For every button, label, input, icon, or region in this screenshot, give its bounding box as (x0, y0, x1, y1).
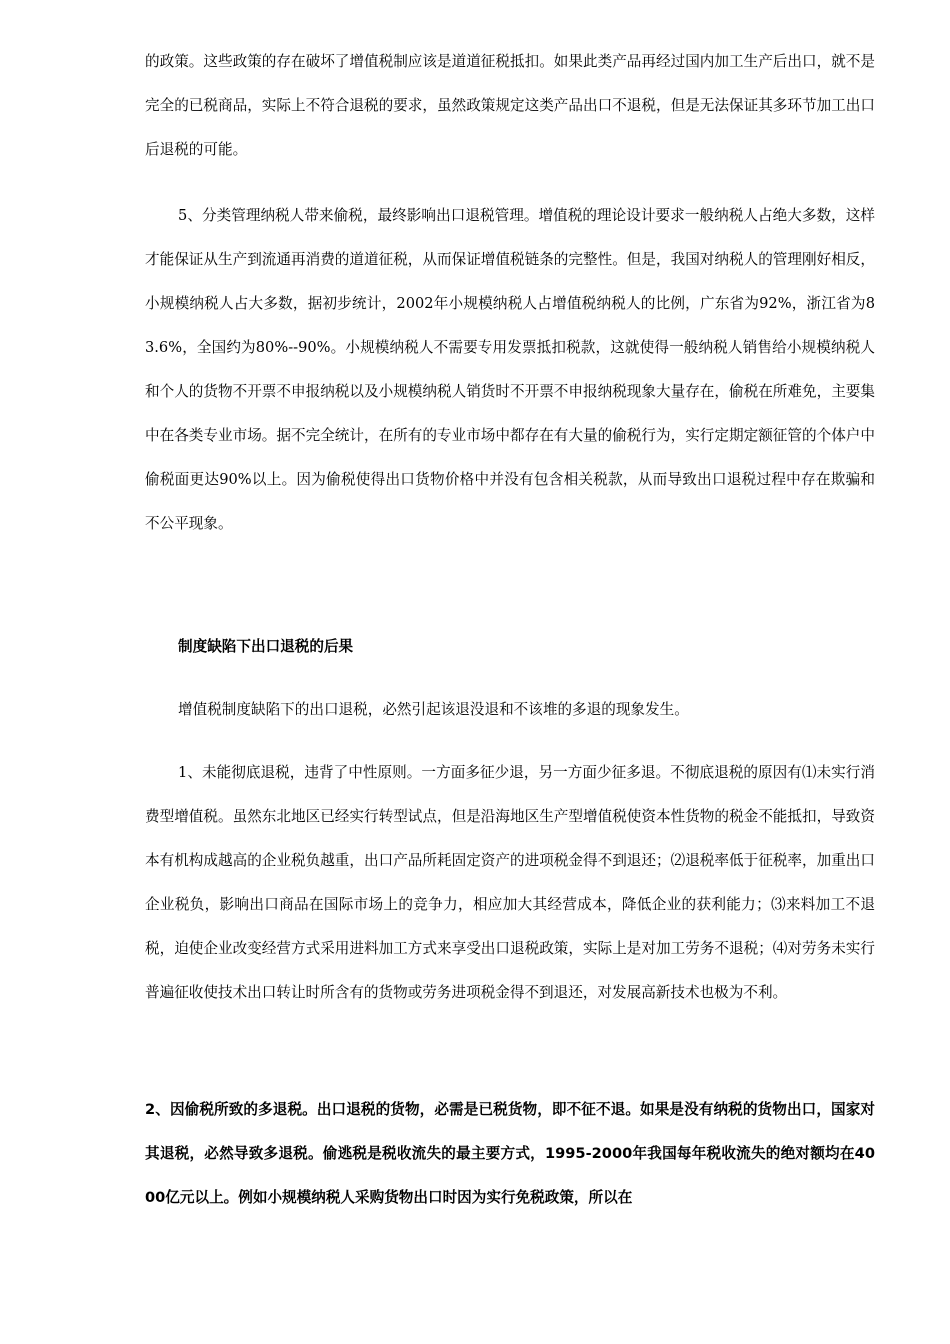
paragraph-point-1: 1、未能彻底退税，违背了中性原则。一方面多征少退，另一方面少征多退。不彻底退税的原因有⑴未实行消费型增值税。虽然东北地区已经实行转型试点，但是沿海地区生产型增值税使资本性货物的税金不能抵扣，导致资本有机构成越高的企业税负越重，出口产品所耗固定资产的进项税金得不到退还；⑵退税率低于征税率，加重出口企业税负，影响出口商品在国际市场上的竞争力，相应加大其经营成本，降低企业的获利能力；⑶来料加工不退税，迫使企业改变经营方式采用进料加工方式来享受出口退税政策，实际上是对加工劳务不退税；⑷对劳务未实行普遍征收使技术出口转让时所含有的货物或劳务进项税金得不到退还，对发展高新技术也极为不利。 (145, 764, 875, 1001)
paragraph-section-intro: 增值税制度缺陷下的出口退税，必然引起该退没退和不该堆的多退的现象发生。 (178, 701, 689, 718)
paragraph-point-5: 5、分类管理纳税人带来偷税，最终影响出口退税管理。增值税的理论设计要求一般纳税人占绝大多数，这样才能保证从生产到流通再消费的道道征税，从而保证增值税链条的完整性。但是，我国对纳税人的管理刚好相反，小规模纳税人占大多数，据初步统计，2002年小规模纳税人占增值税纳税人的比例，广东省为92%，浙江省为83.6%，全国约为80%--90%。小规模纳税人不需要专用发票抵扣税款，这就使得一般纳税人销售给小规模纳税人和个人的货物不开票不申报纳税以及小规模纳税人销货时不开票不申报纳税现象大量存在，偷税在所难免，主要集中在各类专业市场。据不完全统计，在所有的专业市场中都存在有大量的偷税行为，实行定期定额征管的个体户中偷税面更达90%以上。因为偷税使得出口货物价格中并没有包含相关税款，从而导致出口退税过程中存在欺骗和不公平现象。 (145, 207, 875, 532)
paragraph-point-2: 2、因偷税所致的多退税。出口退税的货物，必需是已税货物，即不征不退。如果是没有纳税的货物出口，国家对其退税，必然导致多退税。偷逃税是税收流失的最主要方式，1995-2000年我国每年税收流失的绝对额均在4000亿元以上。例如小规模纳税人采购货物出口时因为实行免税政策，所以在 (145, 1101, 875, 1206)
section-heading: 制度缺陷下出口退税的后果 (178, 638, 354, 655)
paragraph-policy-continuation: 的政策。这些政策的存在破坏了增值税制应该是道道征税抵扣。如果此类产品再经过国内加工生产后出口，就不是完全的已税商品，实际上不符合退税的要求，虽然政策规定这类产品出口不退税，但是无法保证其多环节加工出口后退税的可能。 (145, 53, 875, 158)
